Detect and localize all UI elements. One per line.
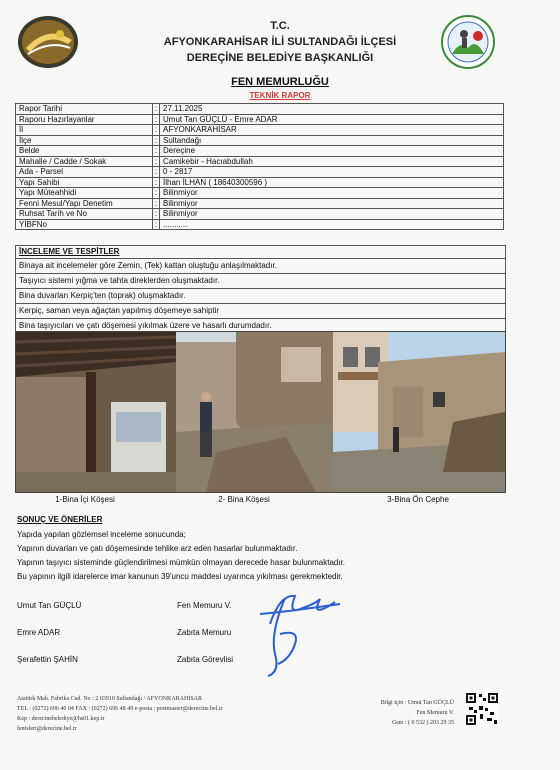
signatory-role: Fen Memuru V.	[177, 601, 232, 610]
info-value: Bilinmiyor	[160, 188, 504, 199]
info-row: Rapor Tarihi : 27.11.2025	[16, 104, 504, 115]
info-label: Ada - Parsel	[16, 167, 153, 178]
info-label: Rapor Tarihi	[16, 104, 153, 115]
info-value: 27.11.2025	[160, 104, 504, 115]
signatory-name: Umut Tan GÜÇLÜ	[17, 601, 82, 610]
sultandagi-logo-icon	[16, 14, 80, 70]
info-value: AFYONKARAHİSAR	[160, 125, 504, 136]
info-label: YİBFNo	[16, 219, 153, 230]
conclusion-line: Yapının duvarları ve çatı döşemesinde tehlike arz eden hasarlar bulunmaktadır.	[17, 544, 298, 553]
page-title: FEN MEMURLUĞU	[231, 76, 329, 88]
photo-caption-2: 2- Bina Köşesi	[218, 495, 270, 504]
footer-info-gsm: Gsm : ( 0 532 ) 203 29 35	[392, 720, 454, 726]
info-row: İl : AFYONKARAHİSAR	[16, 125, 504, 136]
info-value: Dereçine	[160, 146, 504, 157]
signatory-name: Şerafettin ŞAHİN	[17, 655, 78, 664]
inspection-section	[15, 245, 506, 334]
front-facade-photo	[333, 332, 505, 492]
info-label: İl	[16, 125, 153, 136]
info-label: Fenni Mesul/Yapı Denetim	[16, 198, 153, 209]
info-label: Yapı Müteahhidi	[16, 188, 153, 199]
footer-info-role: Fen Memuru V.	[416, 710, 454, 716]
info-value: İlhan İLHAN ( 18640300596 )	[160, 177, 504, 188]
interior-corner-photo	[16, 332, 176, 492]
info-row: Ruhsat Tarih ve No : Bilinmiyor	[16, 209, 504, 220]
header-line-district: AFYONKARAHİSAR İLİ SULTANDAĞI İLÇESİ	[163, 36, 397, 48]
photo-caption-3: 3-Bina Ön Cephe	[387, 495, 449, 504]
info-row: Fenni Mesul/Yapı Denetim : Bilinmiyor	[16, 198, 504, 209]
inspection-row: Kerpiç, saman veya ağaçtan yapılmış döşemeye sahiptir	[16, 304, 505, 319]
inspection-row: Binaya ait incelemeler göre Zemin, (Tek) kattan oluştuğu anlaşılmaktadır.	[16, 259, 505, 274]
info-row: Yapı Sahibi : İlhan İLHAN ( 18640300596 )	[16, 177, 504, 188]
info-value: Umut Tan GÜÇLÜ - Emre ADAR	[160, 114, 504, 125]
info-row: YİBFNo : ...........	[16, 219, 504, 230]
conclusion-heading: SONUÇ VE ÖNERİLER	[17, 515, 103, 524]
header-line-municipality: DEREÇİNE BELEDİYE BAŞKANLIĞI	[186, 52, 374, 64]
inspection-row: Bina taşıyıcıları ve çatı döşemesi yıkılmak üzere ve hasarlı durumdadır.	[19, 321, 272, 330]
info-label: Mahalle / Cadde / Sokak	[16, 156, 153, 167]
info-value: Sultandağı	[160, 135, 504, 146]
inspection-heading: İNCELEME VE TESPİTLER	[16, 246, 505, 259]
info-value: Bilinmiyor	[160, 198, 504, 209]
qr-code-icon	[465, 692, 499, 726]
footer-info	[360, 698, 454, 728]
info-row: Belde : Dereçine	[16, 146, 504, 157]
inspection-row: Taşıyıcı sistemi yığma ve tahta direklerden oluşmaktadır.	[16, 274, 505, 289]
info-label: Belde	[16, 146, 153, 157]
info-row: Yapı Müteahhidi : Bilinmiyor	[16, 188, 504, 199]
info-row: Raporu Hazırlayanlar : Umut Tan GÜÇLÜ - Emre ADAR	[16, 114, 504, 125]
info-value: Camikebir - Hacıabdullah	[160, 156, 504, 167]
info-row: Ada - Parsel : 0 - 2817	[16, 167, 504, 178]
footer-phone: TEL : (0272) 696 40 04 FAX : (0272) 696 48 49 e-posta : postmaster@derecine.bel.tr	[17, 706, 223, 712]
signatory-role: Zabıta Görevlisi	[177, 655, 234, 664]
signatory-role: Zabıta Memuru	[177, 628, 232, 637]
inspection-row: Bina duvarları Kerpiç'ten (toprak) oluşmaktadır.	[16, 289, 505, 304]
footer-kep: Kep : derecinebelediye@hs01.kep.tr	[17, 716, 105, 722]
info-label: Raporu Hazırlayanlar	[16, 114, 153, 125]
info-value: 0 - 2817	[160, 167, 504, 178]
building-corner-photo	[176, 332, 333, 492]
photo-caption-1: 1-Bina İçi Köşesi	[55, 495, 115, 504]
info-label: İlçe	[16, 135, 153, 146]
conclusion-line: Yapıda yapılan gözlemsel inceleme sonucunda;	[17, 530, 186, 539]
info-table	[15, 103, 504, 230]
report-subtitle: TEKNİK RAPOR	[249, 91, 311, 100]
info-label: Yapı Sahibi	[16, 177, 153, 188]
info-label: Ruhsat Tarih ve No	[16, 209, 153, 220]
conclusion-line: Yapının taşıyıcı sisteminde güçlendirilmesi mümkün olmayan derecede hasar bulunmaktadır.	[17, 558, 346, 567]
footer-address: Atatürk Mah. Fabrika Cad. No : 2 03910 Sultandağı / AFYONKARAHİSAR	[17, 696, 202, 702]
info-row: İlçe : Sultandağı	[16, 135, 504, 146]
footer-email: fenisleri@derecine.bel.tr	[17, 726, 77, 732]
signature-mark	[240, 584, 350, 680]
info-value: ...........	[160, 219, 504, 230]
photo-strip	[15, 331, 506, 493]
header-line-tc: T.C.	[270, 20, 290, 32]
footer-contact	[17, 694, 347, 734]
info-row: Mahalle / Cadde / Sokak : Camikebir - Hacıabdullah	[16, 156, 504, 167]
footer-info-contact: Bilgi için : Umut Tan GÜÇLÜ	[380, 700, 454, 706]
conclusion-line: Bu yapının ilgili idarelerce imar kanunun 39'uncu maddesi uyarınca yıkılması gerekmektedir.	[17, 572, 343, 581]
info-value: Bilinmiyor	[160, 209, 504, 220]
signatory-name: Emre ADAR	[17, 628, 61, 637]
